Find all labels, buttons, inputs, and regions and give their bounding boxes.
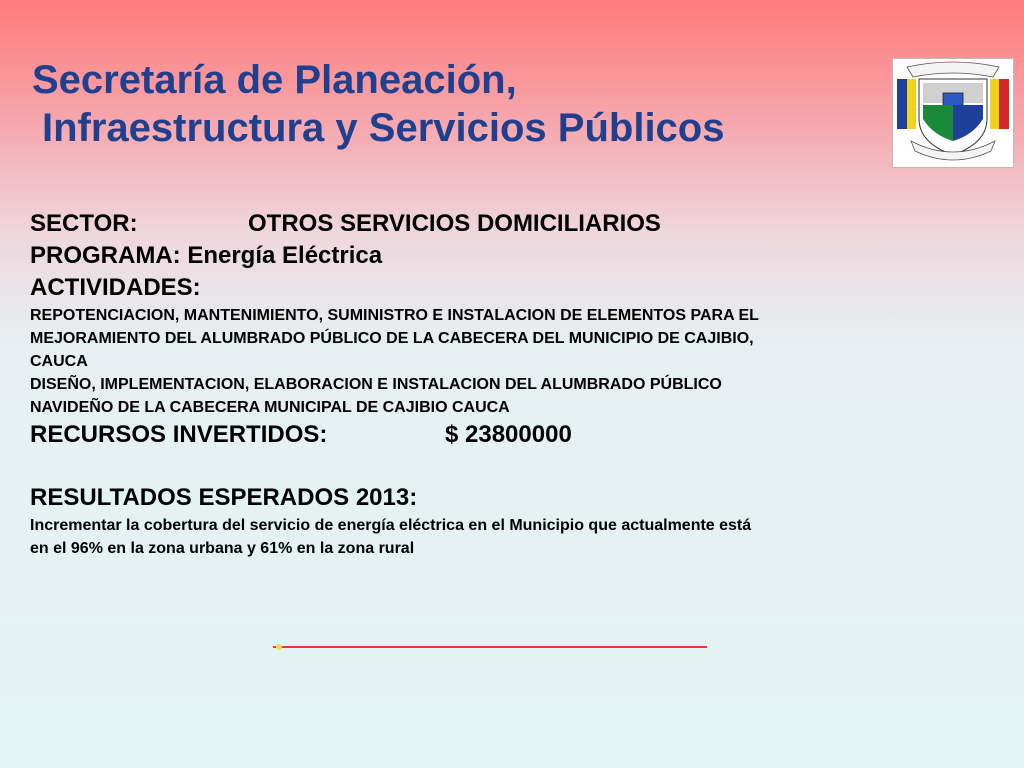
title-line-2: Infraestructura y Servicios Públicos xyxy=(42,106,725,150)
recursos-value: $ 23800000 xyxy=(445,421,572,448)
decorative-divider xyxy=(273,646,707,648)
actividades-line: MEJORAMIENTO DEL ALUMBRADO PÚBLICO DE LA CABECERA DEL MUNICIPIO DE CAJIBIO, xyxy=(30,330,754,347)
title-line-1: Secretaría de Planeación, xyxy=(32,58,517,102)
recursos-label: RECURSOS INVERTIDOS: xyxy=(30,421,328,448)
sector-row xyxy=(30,208,980,240)
divider-dot xyxy=(276,644,282,650)
sector-label: SECTOR: xyxy=(30,210,138,237)
municipal-crest-logo xyxy=(892,58,1014,168)
actividades-line: CAUCA xyxy=(30,353,88,370)
actividades-label: ACTIVIDADES: xyxy=(30,274,201,301)
spacer xyxy=(30,451,980,482)
actividades-line: REPOTENCIACION, MANTENIMIENTO, SUMINISTRO E INSTALACION DE ELEMENTOS PARA EL xyxy=(30,307,759,324)
actividades-line: NAVIDEÑO DE LA CABECERA MUNICIPAL DE CAJIBIO CAUCA xyxy=(30,399,510,416)
slide-content xyxy=(30,208,980,560)
programa-row: PROGRAMA: Energía Eléctrica xyxy=(30,242,383,269)
sector-value: OTROS SERVICIOS DOMICILIARIOS xyxy=(248,210,661,237)
resultados-label: RESULTADOS ESPERADOS 2013: xyxy=(30,484,418,511)
actividades-line: DISEÑO, IMPLEMENTACION, ELABORACION E INSTALACION DEL ALUMBRADO PÚBLICO xyxy=(30,376,722,393)
crest-icon xyxy=(893,59,1013,167)
resultados-line: en el 96% en la zona urbana y 61% en la zona rural xyxy=(30,540,415,557)
recursos-row xyxy=(30,419,980,451)
resultados-line: Incrementar la cobertura del servicio de energía eléctrica en el Municipio que actualmente está xyxy=(30,517,752,534)
page-title xyxy=(32,56,724,152)
